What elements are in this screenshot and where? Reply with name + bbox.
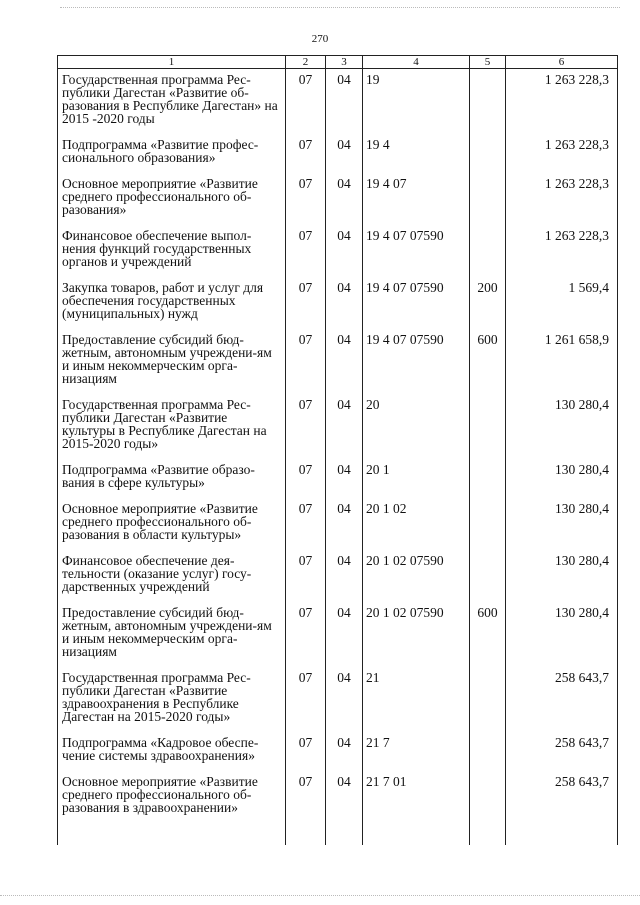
row-amount: 1 263 228,3: [506, 173, 618, 225]
row-amount: 1 263 228,3: [506, 134, 618, 173]
row-target-code: 19 4 07 07590: [363, 329, 470, 394]
row-expense-type: [470, 732, 506, 771]
row-subsection: 04: [326, 394, 363, 459]
row-subsection: 04: [326, 134, 363, 173]
row-section: 07: [286, 667, 326, 732]
row-section: 07: [286, 550, 326, 602]
table-tail: [58, 823, 618, 845]
column-header-6: 6: [506, 56, 618, 69]
row-section: 07: [286, 225, 326, 277]
row-subsection: 04: [326, 69, 363, 135]
row-target-code: 19 4 07: [363, 173, 470, 225]
row-subsection: 04: [326, 667, 363, 732]
row-amount: 1 263 228,3: [506, 225, 618, 277]
row-section: 07: [286, 498, 326, 550]
row-target-code: 19 4: [363, 134, 470, 173]
table-row: [58, 69, 618, 135]
row-amount: 1 569,4: [506, 277, 618, 329]
row-expense-type: [470, 667, 506, 732]
table-row: [58, 771, 618, 823]
row-section: 07: [286, 732, 326, 771]
row-subsection: 04: [326, 459, 363, 498]
row-section: 07: [286, 329, 326, 394]
budget-table: [57, 55, 618, 845]
row-target-code: 19 4 07 07590: [363, 225, 470, 277]
row-name: Подпрограмма «Развитие образо-вания в сфере культуры»: [58, 459, 286, 498]
row-name: Финансовое обеспечение дея-тельности (оказание услуг) госу-дарственных учреждений: [58, 550, 286, 602]
row-amount: 130 280,4: [506, 498, 618, 550]
table-row: [58, 602, 618, 667]
row-section: 07: [286, 602, 326, 667]
row-subsection: 04: [326, 173, 363, 225]
row-amount: 1 261 658,9: [506, 329, 618, 394]
row-name: Основное мероприятие «Развитие среднего профессионального об-разования в здравоохранении»: [58, 771, 286, 823]
row-expense-type: [470, 134, 506, 173]
column-header-5: 5: [470, 56, 506, 69]
row-target-code: 19: [363, 69, 470, 135]
column-header-3: 3: [326, 56, 363, 69]
row-name: Подпрограмма «Кадровое обеспе-чение системы здравоохранения»: [58, 732, 286, 771]
row-subsection: 04: [326, 602, 363, 667]
row-name: Основное мероприятие «Развитие среднего профессионального об-разования в области культуры»: [58, 498, 286, 550]
row-expense-type: [470, 394, 506, 459]
row-subsection: 04: [326, 550, 363, 602]
row-name: Государственная программа Рес-публики Дагестан «Развитие об-разования в Республике Дагестан» на 2015 -2020 годы: [58, 69, 286, 135]
row-section: 07: [286, 69, 326, 135]
table-row: [58, 394, 618, 459]
row-name: Государственная программа Рес-публики Дагестан «Развитие культуры в Республике Дагестан на 2015-2020 годы»: [58, 394, 286, 459]
row-section: 07: [286, 173, 326, 225]
table-row: [58, 277, 618, 329]
row-expense-type: [470, 459, 506, 498]
column-header-4: 4: [363, 56, 470, 69]
row-expense-type: [470, 498, 506, 550]
row-name: Государственная программа Рес-публики Дагестан «Развитие здравоохранения в Республике Дагестан на 2015-2020 годы»: [58, 667, 286, 732]
row-target-code: 21: [363, 667, 470, 732]
row-subsection: 04: [326, 277, 363, 329]
table-row: [58, 732, 618, 771]
row-subsection: 04: [326, 498, 363, 550]
row-expense-type: [470, 173, 506, 225]
row-expense-type: 200: [470, 277, 506, 329]
row-section: 07: [286, 771, 326, 823]
row-amount: 130 280,4: [506, 602, 618, 667]
row-expense-type: 600: [470, 602, 506, 667]
row-name: Финансовое обеспечение выпол-нения функций государственных органов и учреждений: [58, 225, 286, 277]
row-subsection: 04: [326, 329, 363, 394]
row-target-code: 20 1: [363, 459, 470, 498]
table-row: [58, 134, 618, 173]
row-expense-type: [470, 225, 506, 277]
row-section: 07: [286, 394, 326, 459]
row-subsection: 04: [326, 771, 363, 823]
row-target-code: 21 7 01: [363, 771, 470, 823]
row-expense-type: [470, 550, 506, 602]
row-name: Основное мероприятие «Развитие среднего профессионального об-разования»: [58, 173, 286, 225]
bottom-scan-rule: [0, 895, 640, 896]
row-amount: 130 280,4: [506, 459, 618, 498]
row-section: 07: [286, 134, 326, 173]
row-name: Закупка товаров, работ и услуг для обеспечения государственных (муниципальных) нужд: [58, 277, 286, 329]
page-number: 270: [311, 33, 329, 45]
row-amount: 258 643,7: [506, 771, 618, 823]
row-name: Предоставление субсидий бюд-жетным, автономным учреждени-ям и иным некоммерческим орга-низациям: [58, 602, 286, 667]
row-section: 07: [286, 277, 326, 329]
row-amount: 258 643,7: [506, 667, 618, 732]
row-target-code: 20 1 02: [363, 498, 470, 550]
row-section: 07: [286, 459, 326, 498]
row-amount: 130 280,4: [506, 550, 618, 602]
row-target-code: 20: [363, 394, 470, 459]
row-target-code: 19 4 07 07590: [363, 277, 470, 329]
table-row: [58, 550, 618, 602]
row-amount: 258 643,7: [506, 732, 618, 771]
top-scan-rule: [60, 7, 620, 8]
row-name: Подпрограмма «Развитие профес-сионального образования»: [58, 134, 286, 173]
table-header-row: [58, 56, 618, 69]
table-row: [58, 173, 618, 225]
column-header-2: 2: [286, 56, 326, 69]
row-subsection: 04: [326, 732, 363, 771]
table-row: [58, 459, 618, 498]
row-subsection: 04: [326, 225, 363, 277]
row-target-code: 20 1 02 07590: [363, 602, 470, 667]
row-expense-type: [470, 69, 506, 135]
row-amount: 1 263 228,3: [506, 69, 618, 135]
row-target-code: 21 7: [363, 732, 470, 771]
row-name: Предоставление субсидий бюд-жетным, автономным учреждени-ям и иным некоммерческим орга-низациям: [58, 329, 286, 394]
table-row: [58, 667, 618, 732]
table-row: [58, 225, 618, 277]
table-row: [58, 329, 618, 394]
row-expense-type: [470, 771, 506, 823]
table-row: [58, 498, 618, 550]
column-header-1: 1: [58, 56, 286, 69]
row-amount: 130 280,4: [506, 394, 618, 459]
row-expense-type: 600: [470, 329, 506, 394]
row-target-code: 20 1 02 07590: [363, 550, 470, 602]
